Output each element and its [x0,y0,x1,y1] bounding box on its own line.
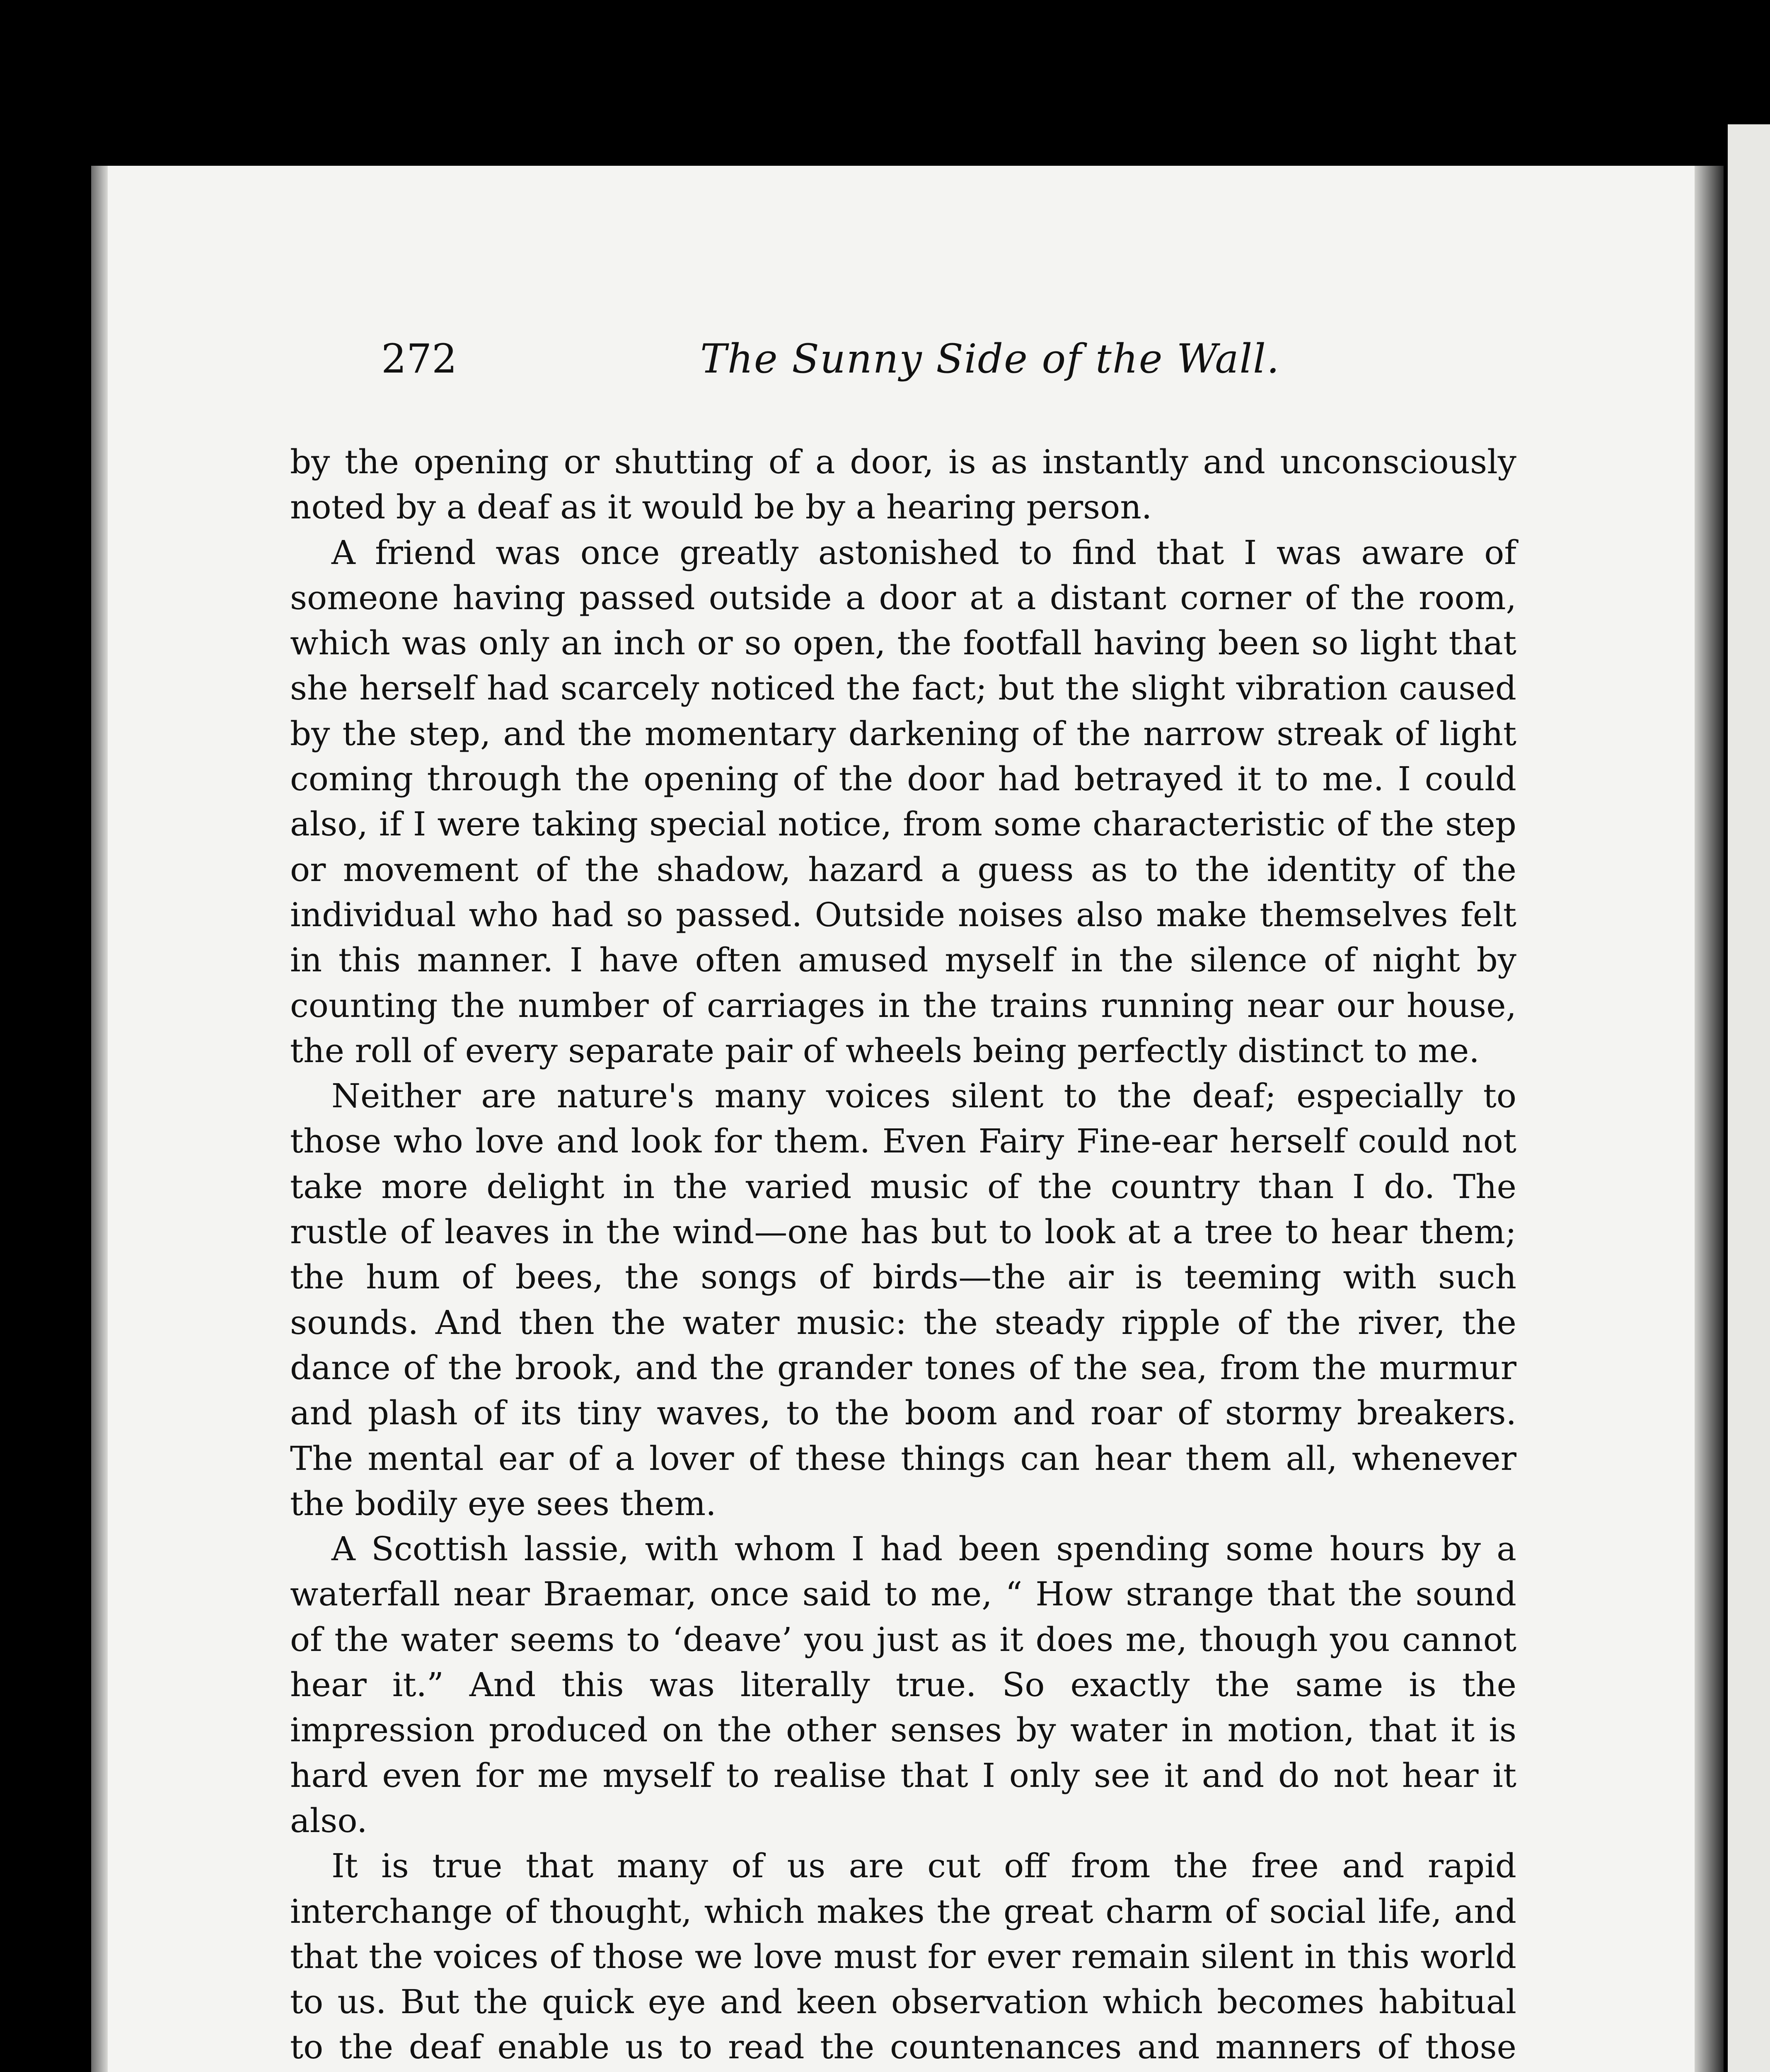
page-edge-shadow [1695,166,1724,2072]
page-number: 272 [381,336,457,382]
running-title: The Sunny Side of the Wall. [700,336,1280,382]
adjacent-page-edge [1728,124,1770,2072]
paragraph: A Scottish lassie, with whom I had been spending some hours by a waterfall near Braemar, once said to me, “ How strange that the sound of the water seems to ‘deave’ you just as it does me, though you cannot hear it.” And this was literally true. So exactly the same is the impression produced on the other senses by water in motion, that it is hard even for me myself to realise that I only see it and do not hear it also. [290,1530,1516,1840]
page-gutter-shadow [91,166,108,2072]
paragraph: A friend was once greatly astonished to find that I was aware of someone having passed outside a door at a distant corner of the room, which was only an inch or so open, the footfall having been so light that she herself had scarcely noticed the fact; but the slight vibration caused by the step, and the momentary darkening of the narrow streak of light coming through the opening of the door had betrayed it to me. I could also, if I were taking special notice, from some characteristic of the step or movement of the shadow, hazard a guess as to the identity of the individual who had so passed. Outside noises also make themselves felt in this manner. I have often amused myself in the silence of night by counting the number of carriages in the trains running near our house, the roll of every separate pair of wheels being perfectly distinct to me. [290,533,1516,1070]
paragraph: It is true that many of us are cut off from the free and rapid interchange of thought, which makes the great charm of social life, and that the voices of those we love must for ever remain silent in this world to us. But the quick eye and keen observation which becomes habitual to the deaf enable us to read the countenances and manners of those [290,1847,1516,2067]
body-text [290,439,1516,2072]
running-head [381,336,1686,402]
paragraph: Neither are nature's many voices silent to the deaf; especially to those who love and look for them. Even Fairy Fine-ear herself could not take more delight in the varied music of the country than I do. The rustle of leaves in the wind—one has but to look at a tree to hear them; the hum of bees, the songs of birds—the air is teeming with such sounds. And then the water music: the steady ripple of the river, the dance of the brook, and the grander tones of the sea, from the murmur and plash of its tiny waves, to the boom and roar of stormy breakers. The mental ear of a lover of these things can hear them all, whenever the bodily eye sees them. [290,1077,1516,1523]
paragraph: by the opening or shutting of a door, is as instantly and unconsciously noted by a deaf as it would be by a hearing person. [290,443,1516,527]
